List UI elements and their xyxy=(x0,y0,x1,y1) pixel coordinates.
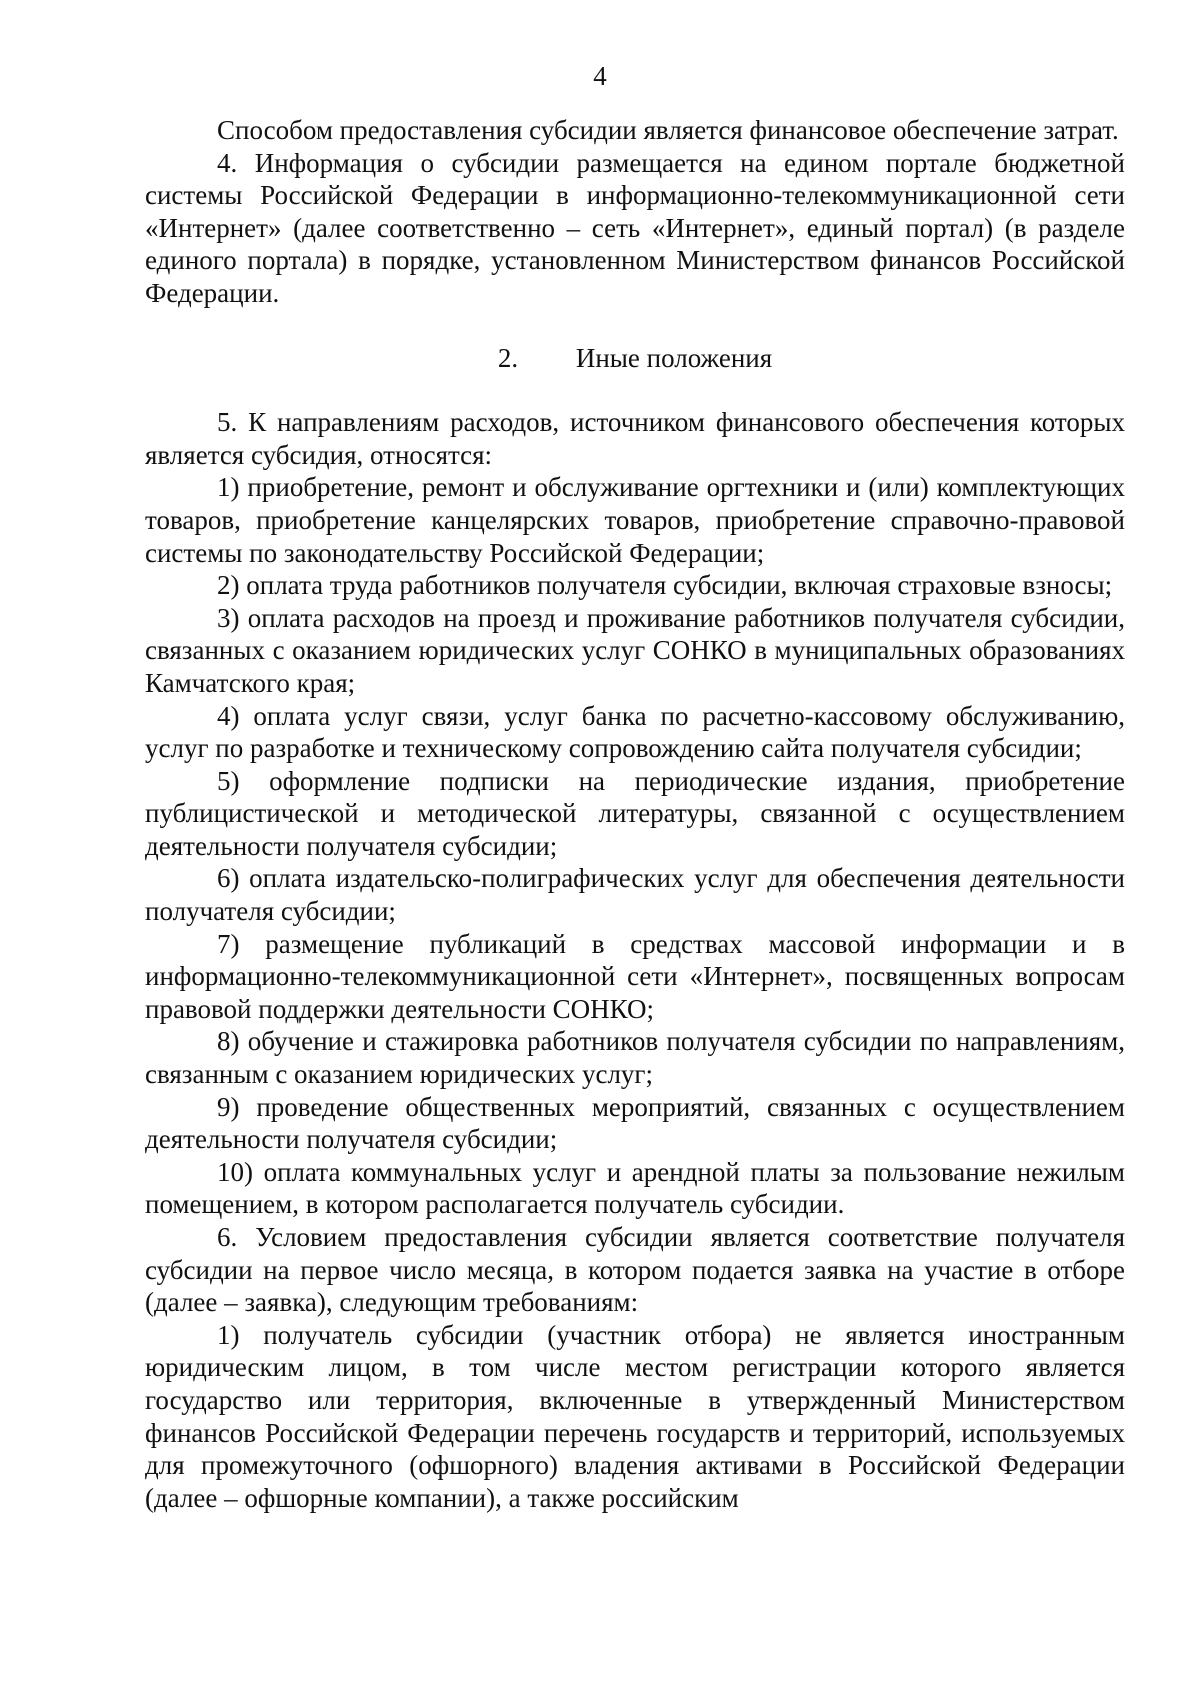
list-item: 10) оплата коммунальных услуг и арендной платы за пользование нежилым помещением, в котором располагается получатель субсидии. xyxy=(145,1156,1125,1220)
list-item: 2) оплата труда работников получателя субсидии, включая страховые взносы; xyxy=(217,570,1113,601)
section-title: Иные положения xyxy=(575,342,773,373)
document-body xyxy=(145,114,1125,1514)
paragraph: 4. Информация о субсидии размещается на едином портале бюджетной системы Российской Федерации в информационно-телекоммуникационной сети «Интернет» (далее соответственно – сеть «Интернет», единый портал) (в разделе единого портала) в порядке, установленном Министерством финансов Российской Федерации. xyxy=(145,147,1125,308)
list-item: 5) оформление подписки на периодические издания, приобретение публицистической и методической литературы, связанной с осуществлением деятельности получателя субсидии; xyxy=(145,765,1125,861)
list-item: 1) приобретение, ремонт и обслуживание оргтехники и (или) комплектующих товаров, приобретение канцелярских товаров, приобретение справочно-правовой системы по законодательству Российской Федерации; xyxy=(145,472,1125,568)
list-item: 8) обучение и стажировка работников получателя субсидии по направлениям, связанным с оказанием юридических услуг; xyxy=(145,1026,1125,1090)
list-item: 3) оплата расходов на проезд и проживание работников получателя субсидии, связанных с оказанием юридических услуг СОНКО в муниципальных образованиях Камчатского края; xyxy=(145,602,1125,698)
paragraph: 5. К направлениям расходов, источником финансового обеспечения которых является субсидия, относятся: xyxy=(145,407,1125,470)
list-item: 4) оплата услуг связи, услуг банка по расчетно-кассовому обслуживанию, услуг по разработке и техническому сопровождению сайта получателя субсидии; xyxy=(145,700,1125,764)
section-number: 2. xyxy=(497,342,519,373)
list-item: 9) проведение общественных мероприятий, связанных с осуществлением деятельности получателя субсидии; xyxy=(145,1091,1125,1155)
paragraph: 6. Условием предоставления субсидии является соответствие получателя субсидии на первое число месяца, в котором подается заявка на участие в отборе (далее – заявка), следующим требованиям: xyxy=(145,1222,1125,1318)
list-item: 6) оплата издательско-полиграфических услуг для обеспечения деятельности получателя субсидии; xyxy=(145,863,1125,927)
list-item: 1) получатель субсидии (участник отбора) не является иностранным юридическим лицом, в том числе местом регистрации которого является государство или территория, включенные в утвержденный Министерством финансов Российской Федерации перечень государств и территорий, используемых для промежуточного (офшорного) владения активами в Российской Федерации (далее – офшорные компании), а также российским xyxy=(145,1319,1125,1513)
section-heading xyxy=(145,342,1125,375)
page-number: 4 xyxy=(593,61,607,91)
paragraph: Способом предоставления субсидии является финансовое обеспечение затрат. xyxy=(217,115,1119,145)
list-item: 7) размещение публикаций в средствах массовой информации и в информационно-телекоммуникационной сети «Интернет», посвященных вопросам правовой поддержки деятельности СОНКО; xyxy=(145,928,1125,1024)
